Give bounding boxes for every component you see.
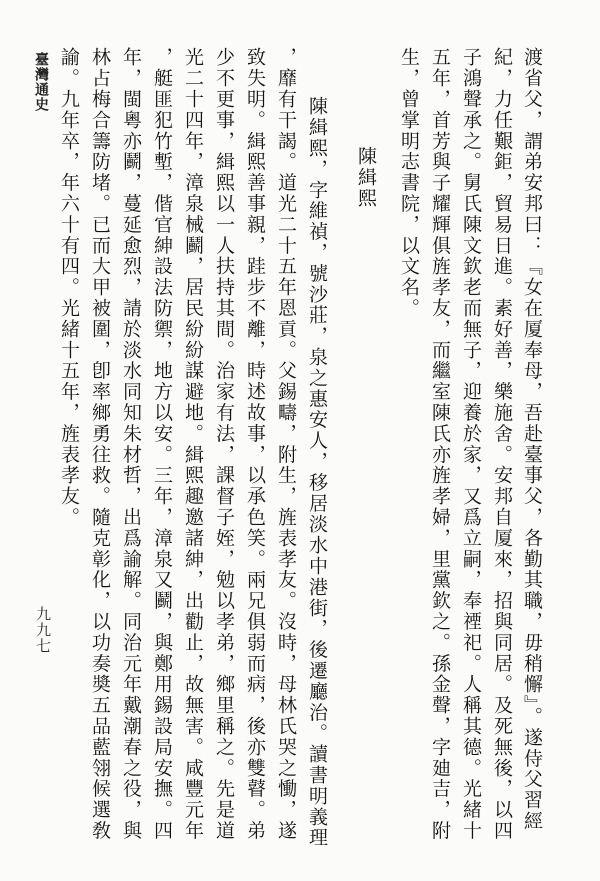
text-column-12: 年，閩粵亦鬬，蔓延愈烈，請於淡水同知朱材哲，出爲諭解。同治元年戴潮春之役，與 [120, 47, 142, 842]
text-column-6: 陳緝熙，字維禎，號沙莊，泉之惠安人，移居淡水中港街，後遷廳治。讀書明義理 [306, 96, 328, 849]
text-column-8: 致失明。緝熙善事親，跬步不離，時述故事，以承色笑。兩兄俱弱而病，後亦雙瞽。弟 [244, 47, 266, 842]
text-column-4: 五年，首芳與子耀輝俱旌孝友，而繼室陳氏亦旌孝婦，里黨欽之。孫金聲，字廸吉，附 [429, 47, 451, 842]
text-column-9: 少不更事，緝熙以一人扶持其間。治家有法，課督子姪，勉以孝弟，鄉里稱之。先是道 [213, 47, 235, 842]
running-title: 臺灣通史 [33, 52, 49, 112]
page-number: 九九七 [34, 606, 52, 654]
text-column-3: 子鴻聲承之。舅氏陳文欽老而無子，迎養於家，又爲立嗣，奉禋祀。人稱其德。光緒十 [460, 47, 482, 842]
text-column-5: 生，曾掌明志書院，以文名。 [398, 47, 420, 319]
text-column-10: 光二十四年，漳泉械鬬，居民紛紛謀避地。緝熙趣邀諸紳，出勸止，故無害。咸豐元年 [182, 47, 204, 842]
text-column-1: 渡省父，謂弟安邦曰：『女在厦奉母，吾赴臺事父，各勤其職，毋稍懈』。遂侍父習經 [521, 47, 543, 832]
text-column-2: 紀，力任艱鉅，貿易日進。素好善，樂施舍。安邦自厦來，招與同居。及死無後，以四 [491, 47, 513, 842]
text-column-7: ，靡有干謁。道光二十五年恩貢。父錫疇，附生，旌表孝友。沒時，母林氏哭之慟，遂 [275, 47, 297, 842]
text-column-11: ，艇匪犯竹塹，偕官紳設法防禦，地方以安。三年，漳泉又鬬，與鄭用錫設局安撫。四 [151, 47, 173, 842]
biography-heading: 陳緝熙 [355, 146, 377, 209]
text-column-13: 林占梅合籌防堵。已而大甲被圍，卽率鄉勇往救。隨克彰化，以功奏奬五品藍翎候選敎 [89, 47, 111, 842]
text-column-14: 諭。九年卒，年六十有四。光緒十五年，旌表孝友。 [58, 47, 80, 528]
